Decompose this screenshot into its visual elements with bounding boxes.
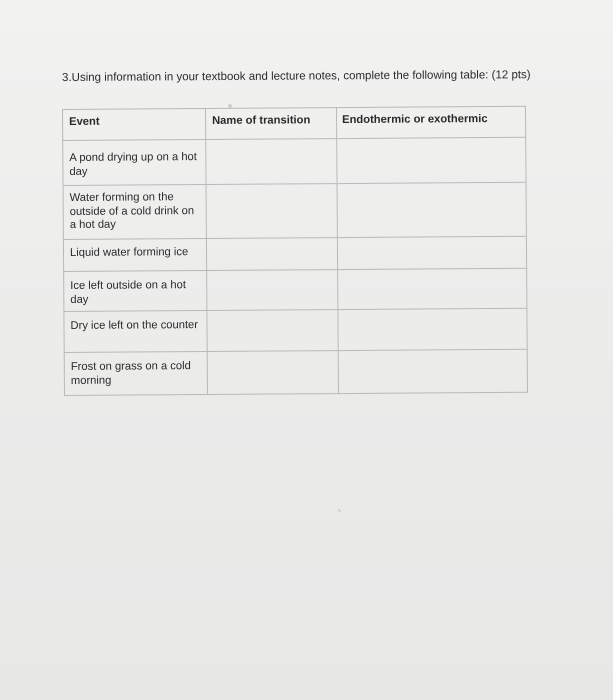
paper-mark <box>338 509 341 512</box>
transition-answer-cell[interactable] <box>207 270 338 311</box>
table <box>62 106 528 396</box>
event-cell: Water forming on the outside of a cold drink on a hot day <box>63 184 206 239</box>
table-row <box>64 268 527 311</box>
event-cell: A pond drying up on a hot day <box>63 139 206 185</box>
transition-answer-cell[interactable] <box>207 310 338 352</box>
table-row <box>63 137 526 185</box>
question-prompt: 3.Using information in your textbook and lecture notes, complete the following table: (12 pts) <box>62 69 531 84</box>
transition-answer-cell[interactable] <box>206 238 337 271</box>
event-cell: Frost on grass on a cold morning <box>64 351 207 395</box>
table-row <box>63 182 526 239</box>
table-row <box>64 349 527 395</box>
header-event: Event <box>63 108 206 140</box>
table-row <box>64 308 527 352</box>
transition-answer-cell[interactable] <box>206 184 337 239</box>
energy-answer-cell[interactable] <box>337 182 526 237</box>
energy-answer-cell[interactable] <box>338 268 527 309</box>
transition-answer-cell[interactable] <box>206 139 337 185</box>
header-endothermic-or-exothermic: Endothermic or exothermic <box>336 106 525 138</box>
event-cell: Dry ice left on the counter <box>64 310 207 352</box>
table-row <box>63 236 526 271</box>
transition-answer-cell[interactable] <box>207 351 338 395</box>
event-cell: Liquid water forming ice <box>63 238 206 271</box>
phase-transition-table <box>62 106 528 396</box>
energy-answer-cell[interactable] <box>337 236 526 269</box>
energy-answer-cell[interactable] <box>338 349 527 393</box>
header-name-of-transition: Name of transition <box>206 108 337 140</box>
event-cell: Ice left outside on a hot day <box>64 270 207 311</box>
energy-answer-cell[interactable] <box>338 308 527 350</box>
table-header-row <box>63 106 526 140</box>
energy-answer-cell[interactable] <box>337 137 526 183</box>
